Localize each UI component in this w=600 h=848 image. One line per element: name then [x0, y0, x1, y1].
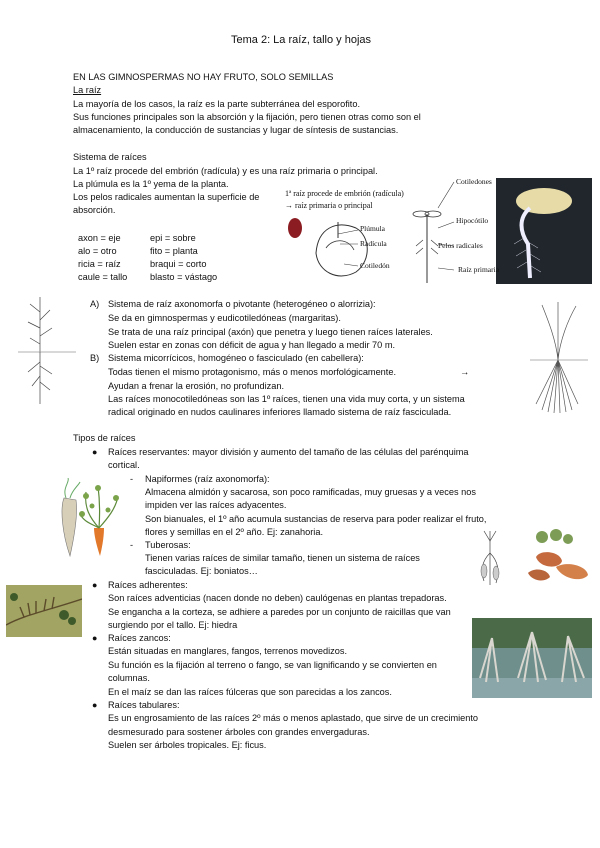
section-heading-tipos: Tipos de raíces — [73, 433, 136, 443]
bean-seed-illustration — [288, 218, 302, 238]
intro-line: almacenamiento, la conducción de sustancias y lugar de síntesis de sustancias. — [73, 125, 399, 135]
vocab-item: ricia = raíz — [78, 259, 121, 269]
adherentes-line: Se engancha a la corteza, se adhiere a paredes por un conjunto de raicillas que van — [108, 607, 451, 617]
napiformes-line: Son bianuales, el 1º año acumula sustancias de reserva para poder realizar el fruto, — [145, 514, 487, 524]
diagram-caption: → raíz primaria o principal — [285, 201, 373, 210]
intro-line: Sus funciones principales son la absorción y la fijación, pero tienen otras como son el — [73, 112, 421, 122]
taproot-plant-illustration — [18, 292, 78, 407]
list-b-line: Las raíces monocotiledóneas son las 1º raíces, tienen una vida muy corta, y un sistema — [108, 394, 465, 404]
sistema-line: La plúmula es la 1º yema de la planta. — [73, 179, 229, 189]
label-cotiledones: Cotiledones — [456, 177, 492, 186]
heading-gymnosperms: EN LAS GIMNOSPERMAS NO HAY FRUTO, SOLO SEMILLAS — [73, 72, 334, 82]
dash-icon: - — [130, 540, 134, 550]
page-title: Tema 2: La raíz, tallo y hojas — [231, 34, 372, 46]
mangrove-photo — [472, 618, 592, 698]
tuberosas-line: Tuberosas: — [145, 540, 191, 550]
sistema-line: Los pelos radicales aumentan la superficie de — [73, 192, 260, 202]
napiformes-line: impiden ver las raíces adyacentes. — [145, 500, 287, 510]
tabulares-line: Es un engrosamiento de las raíces 2º más o menos aplastado, que sirve de un crecimiento — [108, 713, 479, 723]
list-b-line: radical originado en nudos caulinares inferiores llamado sistema de raíz fasciculada. — [108, 407, 452, 417]
adherentes-line: surgiendo por el tallo. Ej: hiedra — [108, 620, 238, 630]
reservantes-line: Raíces reservantes: mayor división y aumento del tamaño de las células del parénquima — [108, 447, 469, 457]
vocab-item: epi = sobre — [150, 233, 196, 243]
list-a-line: Se da en gimnospermas y eudicotiledóneas (margaritas). — [108, 313, 341, 323]
tabulares-line: Raíces tabulares: — [108, 700, 180, 710]
adherentes-line: Raíces adherentes: — [108, 580, 188, 590]
vocab-item: alo = otro — [78, 246, 117, 256]
napiformes-line: Napiformes (raíz axonomorfa): — [145, 474, 270, 484]
diagram-caption: 1ª raíz procede de embrión (radícula) — [285, 189, 404, 198]
vocab-item: caule = tallo — [78, 272, 128, 282]
tuber-illustration — [470, 527, 592, 589]
bullet-icon: ● — [92, 633, 98, 643]
section-heading-raiz: La raíz — [73, 85, 102, 95]
zancos-line: Raíces zancos: — [108, 633, 171, 643]
label-radicula: Radícula — [360, 239, 387, 248]
sistema-line: La 1º raíz procede del embrión (radícula) y es una raíz primaria o principal. — [73, 166, 378, 176]
label-hipocotilo: Hipocótilo — [456, 216, 489, 225]
adherentes-line: Son raíces adventicias (nacen donde no deben) caulógenas en plantas trepadoras. — [108, 593, 447, 603]
zancos-line: En el maíz se dan las raíces fúlceras que son parecidas a los zancos. — [108, 687, 392, 697]
list-a-line: Se trata de una raíz principal (axón) que penetra y luego tienen raíces laterales. — [108, 327, 433, 337]
bullet-icon: ● — [92, 580, 98, 590]
ivy-roots-photo — [6, 585, 82, 637]
list-b-line: Sistema micorrícicos, homogéneo o fasciculado (en cabellera): — [108, 353, 364, 363]
arrow-glyph: → — [460, 367, 470, 377]
label-pelos: Pelos radicales — [438, 241, 483, 250]
list-a-line: Sistema de raíz axonomorfa o pivotante (heterogéneo o alorrizia): — [108, 299, 376, 309]
label-raiz-primaria: Raíz primaria — [458, 265, 500, 274]
tabulares-line: desmesurado para sostener árboles con grandes envergaduras. — [108, 727, 370, 737]
tuberosas-line: Tienen varias raíces de similar tamaño, tienen un sistema de raíces — [145, 553, 420, 563]
intro-line: La mayoría de los casos, la raíz es la parte subterránea del esporofito. — [73, 99, 361, 109]
seedling-illustration — [413, 211, 441, 283]
carrot-illustration — [56, 478, 126, 560]
reservantes-line: cortical. — [108, 460, 140, 470]
bullet-icon: ● — [92, 700, 98, 710]
zancos-line: columnas. — [108, 673, 150, 683]
zancos-line: Su función es la fijación al terreno o fango, se van lignificando y se convierten en — [108, 660, 437, 670]
fibrous-plant-illustration — [528, 300, 590, 415]
seed-photo — [516, 188, 572, 214]
germination-diagram — [278, 168, 594, 286]
sistema-line: absorción. — [73, 205, 116, 215]
zancos-line: Están situadas en manglares, fangos, terrenos movedizos. — [108, 646, 348, 656]
germination-svg — [278, 168, 594, 286]
vocab-item: axon = eje — [78, 233, 121, 243]
vocab-item: braqui = corto — [150, 259, 207, 269]
list-b-line: Ayudan a frenar la erosión, no profundizan. — [108, 381, 285, 391]
list-a-line: Suelen estar en zonas con déficit de agua y han llegado a medir 70 m. — [108, 340, 396, 350]
napiformes-line: Almacena almidón y sacarosa, son poco ramificadas, muy gruesas y a veces nos — [145, 487, 476, 497]
napiformes-line: flores y semillas en el 2º año. Ej: zanahoria. — [145, 527, 324, 537]
label-cotiledon: Cotiledón — [360, 261, 390, 270]
bullet-icon: ● — [92, 447, 98, 457]
list-marker-b: B) — [90, 353, 100, 363]
label-plumula: Plúmula — [360, 224, 386, 233]
list-marker-a: A) — [90, 299, 100, 309]
dash-icon: - — [130, 474, 134, 484]
list-b-line: Todas tienen el mismo protagonismo, más o menos morfológicamente. — [108, 367, 397, 377]
tabulares-line: Suelen ser árboles tropicales. Ej: ficus. — [108, 740, 267, 750]
vocab-item: fito = planta — [150, 246, 198, 256]
vocab-item: blasto = vástago — [150, 272, 218, 282]
tuberosas-line: fasciculadas. Ej: boniatos… — [145, 566, 258, 576]
section-heading-sistema: Sistema de raíces — [73, 152, 147, 162]
